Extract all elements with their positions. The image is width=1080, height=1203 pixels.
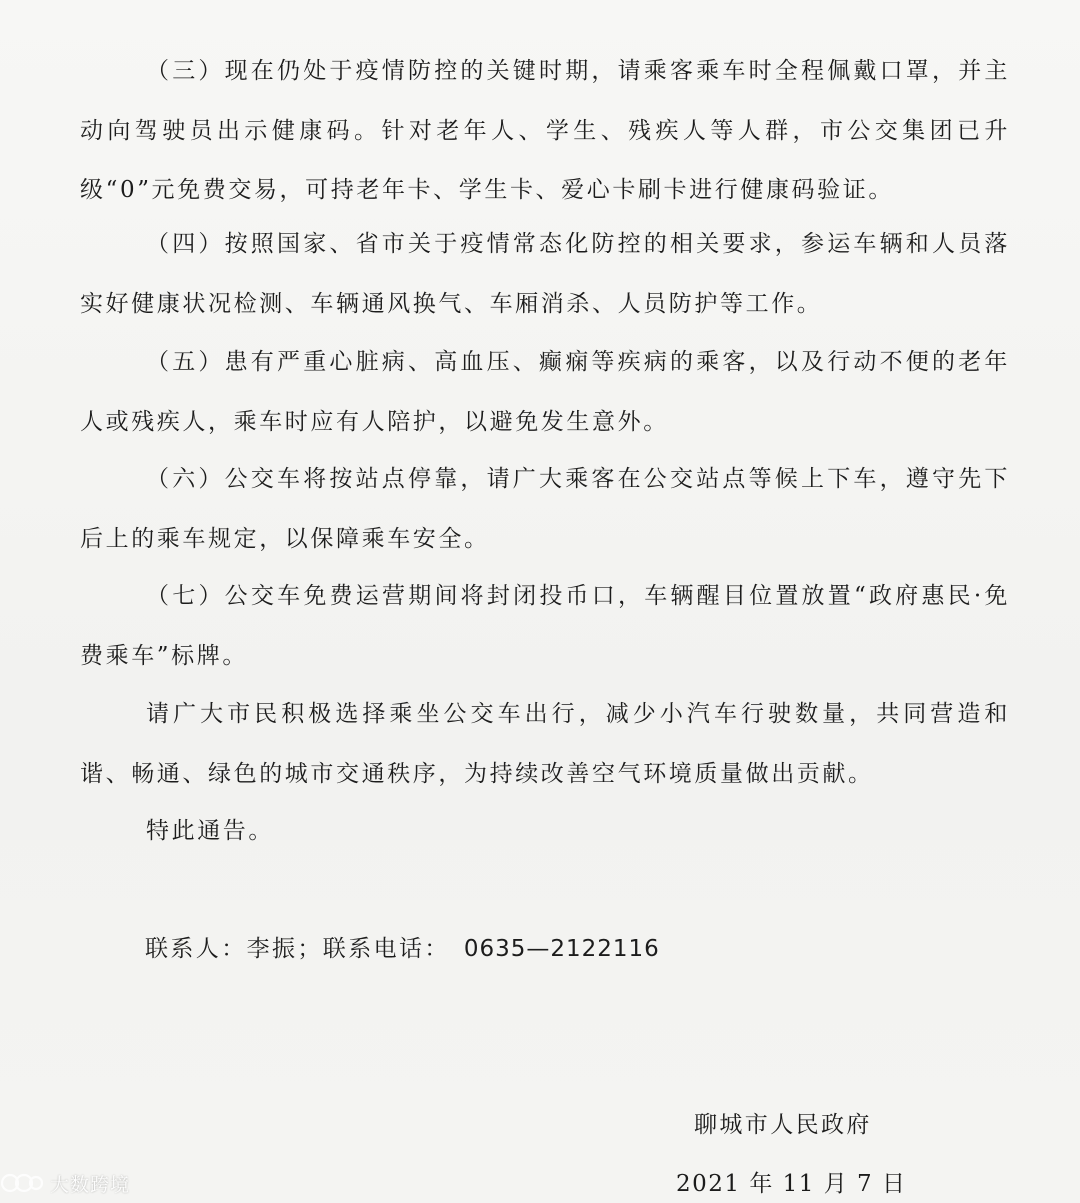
issuer-name: 聊城市人民政府 bbox=[694, 1112, 872, 1138]
paragraph-item-3: （三）现在仍处于疫情防控的关键时期，请乘客乘车时全程佩戴口罩，并主动向驾驶员出示健康码。针对老年人、学生、残疾人等人群，市公交集团已升级“0”元免费交易，可持老年卡、学生卡、爱心卡刷卡进行健康码验证。 bbox=[80, 58, 1010, 203]
contact-phone: 0635—2122116 bbox=[463, 936, 660, 962]
paragraph-closing: 特此通告。 bbox=[146, 818, 274, 844]
watermark-text: 大数跨境 bbox=[50, 1173, 131, 1196]
paragraph-appeal: 请广大市民积极选择乘坐公交车出行，减少小汽车行驶数量，共同营造和谐、畅通、绿色的城市交通秩序，为持续改善空气环境质量做出贡献。 bbox=[80, 701, 1010, 787]
watermark-logo-icon bbox=[0, 1170, 44, 1196]
paragraph-item-6: （六）公交车将按站点停靠，请广大乘客在公交站点等候上下车，遵守先下后上的乘车规定，以保障乘车安全。 bbox=[80, 466, 1010, 552]
paragraph-item-7: （七）公交车免费运营期间将封闭投币口，车辆醒目位置放置“政府惠民·免费乘车”标牌。 bbox=[80, 583, 1010, 669]
contact-line bbox=[145, 930, 660, 963]
watermark bbox=[0, 1168, 130, 1198]
paragraph-item-4: （四）按照国家、省市关于疫情常态化防控的相关要求，参运车辆和人员落实好健康状况检测、车辆通风换气、车厢消杀、人员防护等工作。 bbox=[80, 231, 1010, 317]
paragraph-item-5: （五）患有严重心脏病、高血压、癫痫等疾病的乘客，以及行动不便的老年人或残疾人，乘车时应有人陪护，以避免发生意外。 bbox=[80, 349, 1010, 435]
contact-label: 联系人：李振；联系电话： bbox=[145, 936, 450, 962]
issue-date: 2021 年 11 月 7 日 bbox=[676, 1171, 907, 1197]
